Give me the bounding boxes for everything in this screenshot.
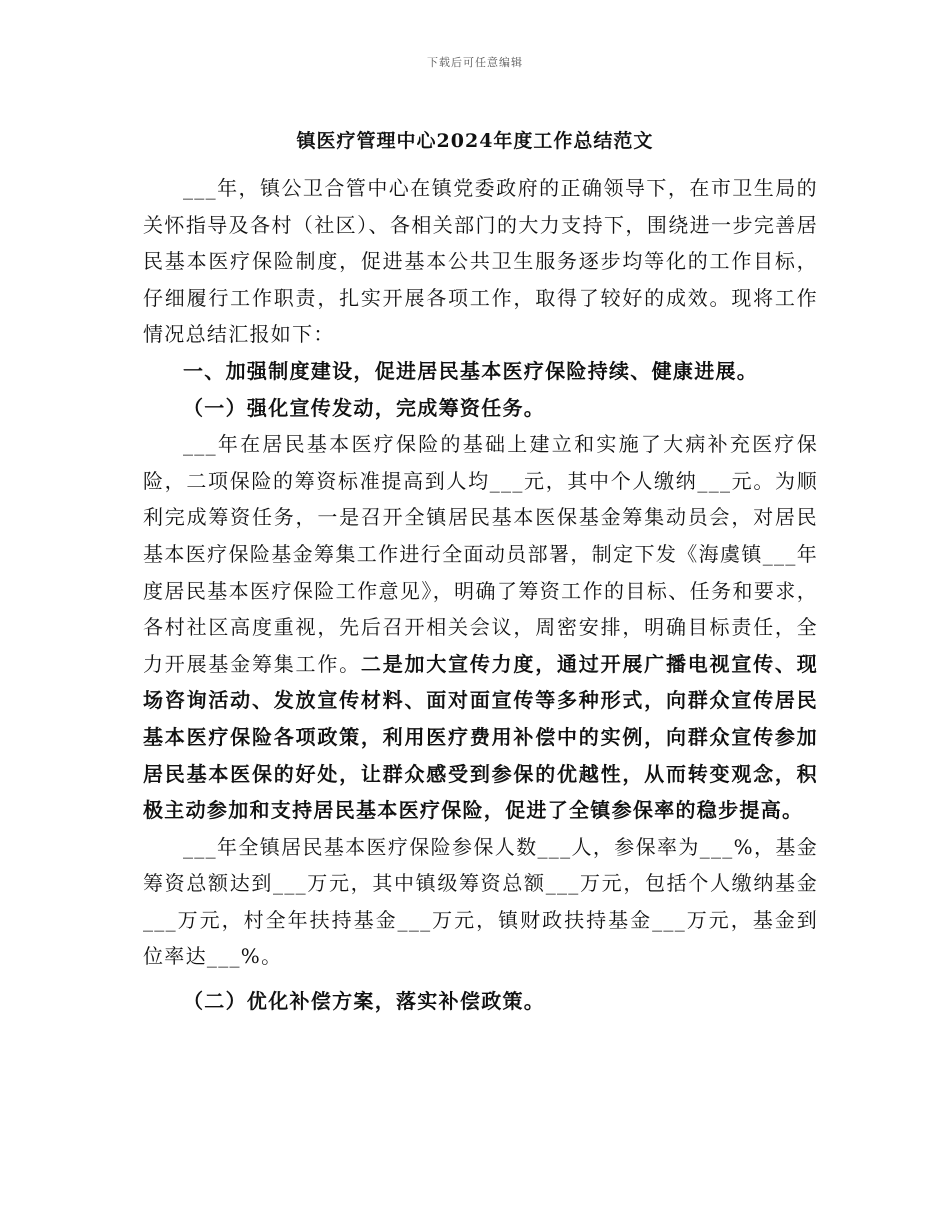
paragraph-fundraising-bold: 二是加大宣传力度，通过开展广播电视宣传、现场咨询活动、发放宣传材料、面对面宣传等多种形式，向群众宣传居民基本医疗保险各项政策，利用医疗费用补偿中的实例，向群众宣传参加居民基本医保的好处，让群众感受到参保的优越性，从而转变观念，积极主动参加和支持居民基本医疗保险，促进了全镇参保率的稳步提高。 [143, 651, 818, 823]
paragraph-statistics: ___年全镇居民基本医疗保险参保人数___人，参保率为___%，基金筹资总额达到___万元，其中镇级筹资总额___万元，包括个人缴纳基金___万元，村全年扶持基金___万元，镇财政扶持基金___万元，基金到位率达___%。 [143, 834, 818, 969]
paragraph-fundraising-normal: ___年在居民基本医疗保险的基础上建立和实施了大病补充医疗保险，二项保险的筹资标准提高到人均___元，其中个人缴纳___元。为顺利完成筹资任务，一是召开全镇居民基本医保基金筹集动员会，对居民基本医疗保险基金筹集工作进行全面动员部署，制定下发《海虞镇___年度居民基本医疗保险工作意见》，明确了筹资工作的目标、任务和要求，各村社区高度重视，先后召开相关会议，周密安排，明确目标责任，全力开展基金筹集工作。 [143, 432, 818, 676]
document-body [143, 170, 818, 1020]
intro-paragraph: ___年，镇公卫合管中心在镇党委政府的正确领导下，在市卫生局的关怀指导及各村（社区）、各相关部门的大力支持下，围绕进一步完善居民基本医疗保险制度，促进基本公共卫生服务逐步均等化的工作目标，仔细履行工作职责，扎实开展各项工作，取得了较好的成效。现将工作情况总结汇报如下： [143, 176, 818, 347]
subsection-2-heading: （二）优化补偿方案，落实补偿政策。 [183, 989, 546, 1014]
document-title: 镇医疗管理中心2024年度工作总结范文 [296, 130, 654, 152]
section-1-heading: 一、加强制度建设，促进居民基本医疗保险持续、健康进展。 [183, 358, 759, 383]
header-note: 下载后可任意编辑 [427, 56, 523, 69]
paragraph-fundraising [143, 426, 818, 829]
subsection-1-heading: （一）强化宣传发动，完成筹资任务。 [183, 395, 546, 420]
